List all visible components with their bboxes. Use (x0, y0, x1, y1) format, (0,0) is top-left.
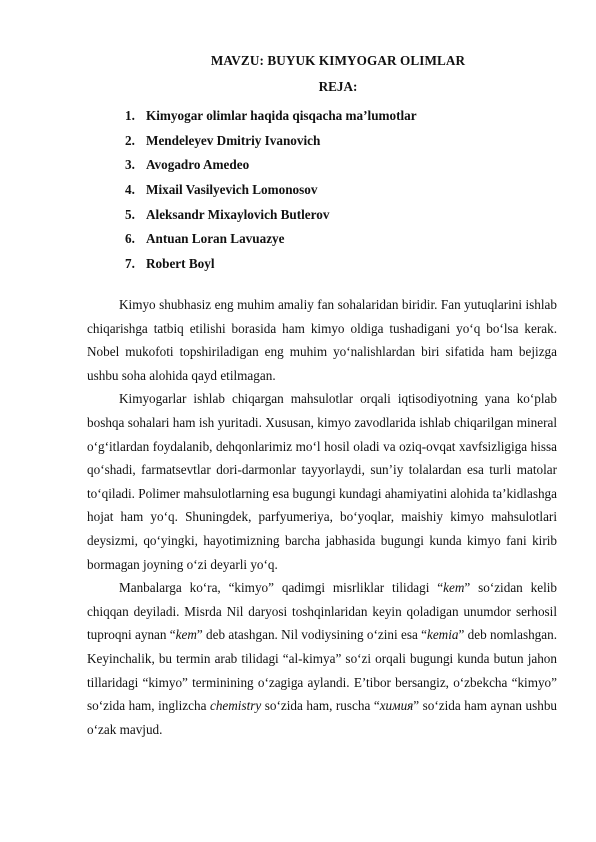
etymology-term-kem: kem (443, 580, 465, 596)
paragraph-etymology (87, 576, 557, 741)
etymology-text-2: ” so‘zidan kelib chiqqan deyiladi. Misrda Nil daryosi toshqinlaridan keyin qoladigan unumdor serhosil tuproqni aynan “ (87, 580, 557, 643)
plan-item-number: 5. (125, 206, 135, 222)
plan-item (125, 104, 417, 129)
plan-item-text: Mixail Vasilyevich Lomonosov (146, 182, 318, 198)
etymology-term-kemia: kemia (426, 627, 459, 643)
plan-item-text: Avogadro Amedeo (146, 157, 250, 173)
plan-item (125, 153, 417, 178)
plan-item-number: 6. (125, 231, 135, 247)
plan-item-text: Antuan Loran Lavuazye (146, 231, 285, 247)
document-body (87, 293, 557, 741)
plan-list (125, 104, 417, 277)
plan-item-text: Aleksandr Mixaylovich Butlerov (146, 206, 330, 222)
plan-item (125, 129, 417, 154)
plan-item-number: 3. (125, 157, 135, 173)
etymology-term-kem-2: kem (175, 627, 197, 643)
plan-item (125, 178, 417, 203)
plan-item-number: 4. (125, 182, 135, 198)
plan-item-number: 7. (125, 256, 135, 272)
plan-item (125, 252, 417, 277)
document-title: MAVZU: BUYUK KIMYOGAR OLIMLAR (210, 53, 466, 68)
plan-item-number: 1. (125, 108, 135, 123)
etymology-text-4: ” deb nomlashgan. Keyinchalik, bu termin arab tilidagi “al-kimya” so‘zi orqali bugungi kunda butun jahon tillaridagi “kimyo” terminining o‘zagiga aylandi. E’tibor bersangiz, o‘zbekcha “kimyo” so‘zida ham, inglizcha (87, 627, 558, 714)
plan-item-number: 2. (125, 132, 135, 148)
etymology-text-1: Manbalarga ko‘ra, “kimyo” qadimgi misrliklar tilidagi “ (119, 580, 444, 596)
etymology-text-3: ” deb atashgan. Nil vodiysining o‘zini esa “ (196, 627, 427, 643)
paragraph-intro: Kimyo shubhasiz eng muhim amaliy fan sohalaridan biridir. Fan yutuqlarini ishlab chiqarishga tatbiq etilishi borasida ham kimyo oldiga tushadigani yo‘q bo‘lsa kerak. Nobel mukofoti topshiriladigan eng muhim yo‘nalishlardan biri sifatida ham bejizga ushbu soha alohida qayd etilmagan. (87, 297, 557, 383)
plan-heading: REJA: (318, 79, 358, 94)
plan-item-text: Kimyogar olimlar haqida qisqacha ma’lumotlar (146, 108, 417, 123)
plan-item-text: Mendeleyev Dmitriy Ivanovich (146, 132, 321, 148)
plan-item-text: Robert Boyl (146, 256, 215, 272)
paragraph-industry: Kimyogarlar ishlab chiqargan mahsulotlar orqali iqtisodiyotning yana ko‘plab boshqa sohalari ham ish yuritadi. Xususan, kimyo zavodlarida ishlab chiqarilgan mineral o‘g‘itlardan foydalanib, dehqonlarimiz mo‘l hosil oladi va oziq-ovqat xavfsizligiga hissa qo‘shadi, farmatsevtlar dori-darmonlar tayyorlaydi, sun’iy tolalardan esa turli matolar to‘qiladi. Polimer mahsulotlarning esa bugungi kundagi ahamiyatini alohida ta’kidlashga hojat ham yo‘q. Shuningdek, parfyumeriya, bo‘yoqlar, maishiy kimyo mahsulotlari deysizmi, qo‘yingki, hayotimizning barcha jabhasida bugungi kunda kimyo fani kirib bormagan joyning o‘zi deyarli yo‘q. (87, 391, 557, 572)
etymology-term-khimiya: химия (379, 698, 414, 714)
etymology-text-6: ” so‘zida ham aynan ushbu o‘zak mavjud. (87, 698, 558, 737)
plan-item (125, 203, 417, 228)
plan-item (125, 227, 417, 252)
etymology-term-chemistry: chemistry (209, 698, 262, 714)
etymology-text-5: so‘zida ham, ruscha “ (261, 698, 380, 714)
